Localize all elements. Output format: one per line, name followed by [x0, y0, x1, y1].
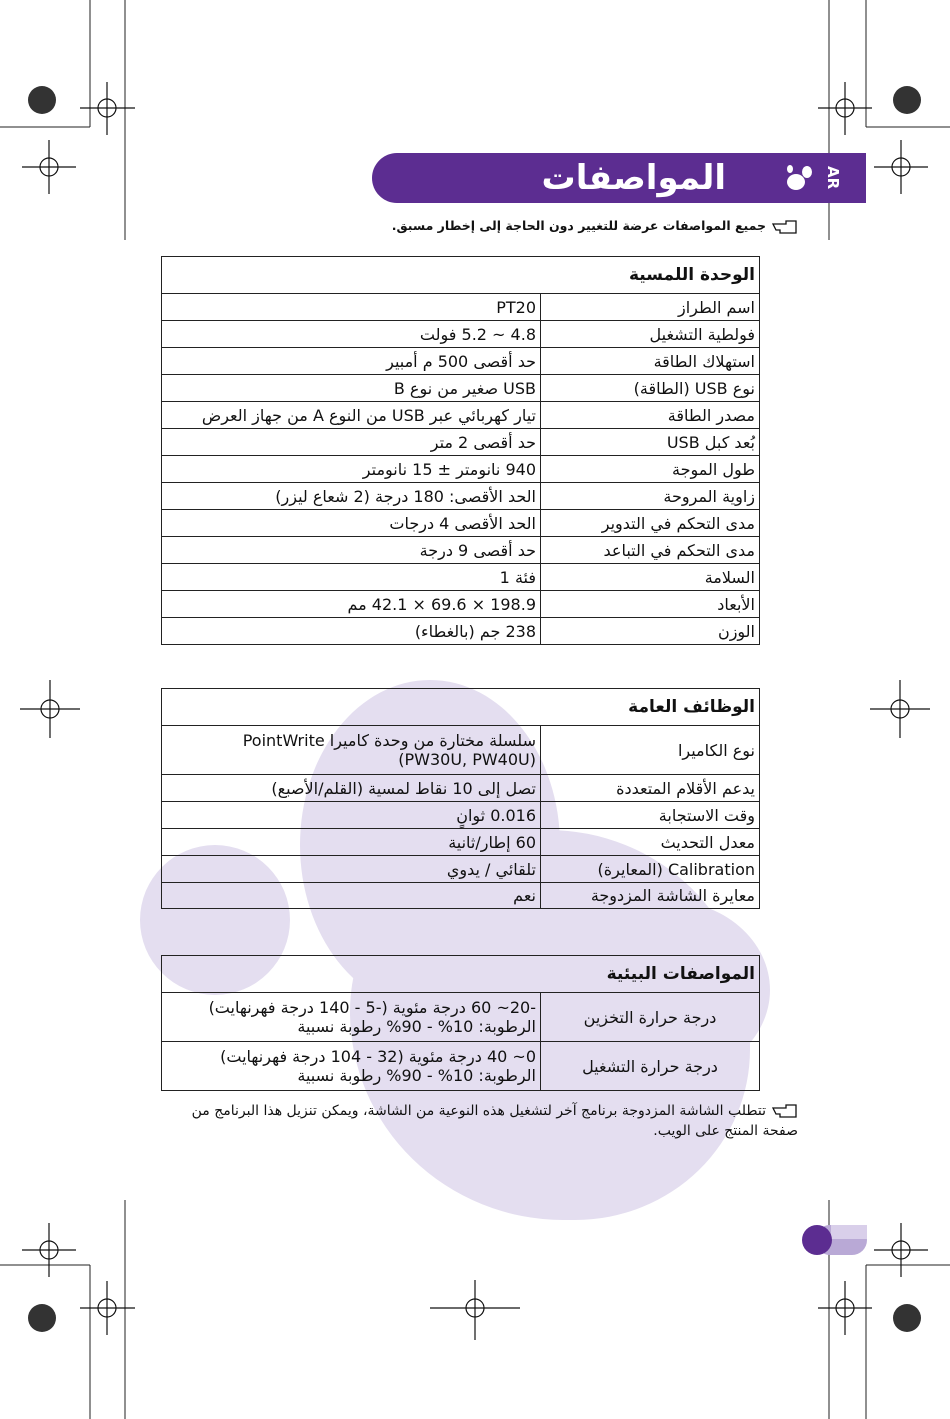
row-label: فولطية التشغيل	[541, 321, 760, 348]
row-label: مصدر الطاقة	[541, 402, 760, 429]
page-tab-decoration	[797, 1221, 867, 1259]
table-row	[162, 1042, 760, 1091]
row-label: استهلاك الطاقة	[541, 348, 760, 375]
row-label: طول الموجة	[541, 456, 760, 483]
pointing-hand-icon	[772, 1104, 798, 1118]
row-value: الحد الأقصى 4 درجات	[162, 510, 541, 537]
table-row	[162, 829, 760, 856]
table-row	[162, 564, 760, 591]
table-row	[162, 456, 760, 483]
row-value-line: -20~ 60 درجة مئوية (-5 - 140 درجة فهرنهايت)	[208, 998, 536, 1017]
row-value	[162, 726, 541, 775]
row-value: فئة 1	[162, 564, 541, 591]
row-value: 198.9 × 69.6 × 42.1 مم	[162, 591, 541, 618]
touch-unit-table	[161, 256, 760, 645]
table-row	[162, 402, 760, 429]
table-row	[162, 510, 760, 537]
row-label: درجة حرارة التشغيل	[541, 1042, 760, 1091]
table-row	[162, 591, 760, 618]
row-label: الوزن	[541, 618, 760, 645]
row-value	[162, 993, 541, 1042]
row-label: نوع الكاميرا	[541, 726, 760, 775]
table-row	[162, 775, 760, 802]
row-value: تصل إلى 10 نقاط لمسية (القلم/الأصبع)	[162, 775, 541, 802]
table-row	[162, 802, 760, 829]
row-value	[162, 1042, 541, 1091]
row-label: الأبعاد	[541, 591, 760, 618]
row-label: Calibration (المعايرة)	[541, 856, 760, 883]
row-value: USB صغير من نوع B	[162, 375, 541, 402]
row-value: تيار كهربائي عبر USB من النوع A من جهاز العرض	[162, 402, 541, 429]
table-row	[162, 618, 760, 645]
row-value-line: الرطوبة: 10% - 90% رطوبة نسبية	[297, 1017, 536, 1036]
table-title: المواصفات البيئية	[162, 956, 760, 993]
row-label: معايرة الشاشة المزدوجة	[541, 883, 760, 909]
table-title: الوظائف العامة	[162, 689, 760, 726]
note-top-text: جميع المواصفات عرضة للتغيير دون الحاجة إلى إخطار مسبق.	[391, 218, 766, 233]
environment-specs-table	[161, 955, 760, 1091]
table-title: الوحدة اللمسية	[162, 257, 760, 294]
table-row	[162, 294, 760, 321]
table-row	[162, 856, 760, 883]
note-top	[392, 218, 798, 234]
row-label: نوع USB (الطاقة)	[541, 375, 760, 402]
row-value: 60 إطار/ثانية	[162, 829, 541, 856]
page-title: المواصفات	[541, 158, 726, 198]
row-value: الحد الأقصى: 180 درجة (2 شعاع ليزر)	[162, 483, 541, 510]
note-bottom-text: تتطلب الشاشة المزدوجة برنامج آخر لتشغيل هذه النوعية من الشاشة، ويمكن تنزيل هذا البرنامج من صفحة المنتج على الويب.	[191, 1103, 798, 1139]
general-functions-table	[161, 688, 760, 909]
row-label: يدعم الأقلام المتعددة	[541, 775, 760, 802]
row-label: مدى التحكم في التدوير	[541, 510, 760, 537]
table-row	[162, 993, 760, 1042]
row-value-line: سلسلة مختارة من وحدة كاميرا PointWrite	[242, 731, 536, 750]
row-value-line: الرطوبة: 10% - 90% رطوبة نسبية	[297, 1066, 536, 1085]
section-header-bar	[372, 153, 866, 203]
language-tag: AR	[824, 166, 842, 190]
table-row	[162, 375, 760, 402]
row-label: درجة حرارة التخزين	[541, 993, 760, 1042]
row-value: تلقائي / يدوي	[162, 856, 541, 883]
row-label: مدى التحكم في التباعد	[541, 537, 760, 564]
table-row	[162, 429, 760, 456]
table-row	[162, 348, 760, 375]
table-row	[162, 726, 760, 775]
table-row	[162, 537, 760, 564]
table-row	[162, 483, 760, 510]
row-value: 4.8 ~ 5.2 فولت	[162, 321, 541, 348]
row-value: نعم	[162, 883, 541, 909]
row-value: 940 نانومتر ± 15 نانومتر	[162, 456, 541, 483]
row-label: بُعد كبل USB	[541, 429, 760, 456]
row-label: اسم الطراز	[541, 294, 760, 321]
table-row	[162, 883, 760, 909]
row-label: وقت الاستجابة	[541, 802, 760, 829]
row-value: PT20	[162, 294, 541, 321]
row-value-line: 0~ 40 درجة مئوية (32 - 104 درجة فهرنهايت)	[220, 1047, 536, 1066]
row-value: حد أقصى 2 متر	[162, 429, 541, 456]
pointing-hand-icon	[772, 220, 798, 234]
table-row	[162, 321, 760, 348]
row-label: السلامة	[541, 564, 760, 591]
row-label: معدل التحديث	[541, 829, 760, 856]
note-bottom	[158, 1101, 798, 1141]
row-label: زاوية المروحة	[541, 483, 760, 510]
leaf-icon	[782, 163, 816, 193]
row-value-line: (PW30U, PW40U)	[398, 750, 536, 769]
row-value: حد أقصى 500 م أمبير	[162, 348, 541, 375]
row-value: 0.016 ثوانٍ	[162, 802, 541, 829]
row-value: 238 جم (بالغطاء)	[162, 618, 541, 645]
row-value: حد أقصى 9 درجة	[162, 537, 541, 564]
